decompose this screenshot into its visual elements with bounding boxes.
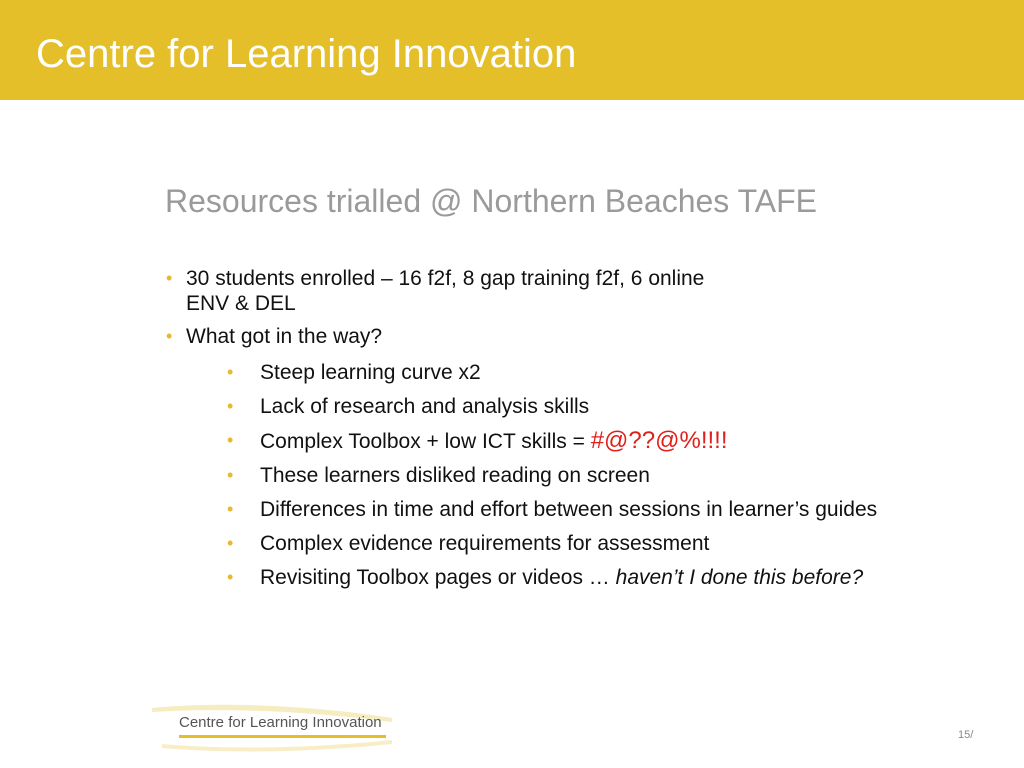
sub-bullet-item <box>165 565 955 590</box>
header-banner <box>0 0 1024 100</box>
footer-logo <box>152 700 392 754</box>
sub-bullet-item <box>165 428 955 454</box>
header-title: Centre for Learning Innovation <box>36 32 577 76</box>
highlight-symbols: #@??@%!!!! <box>590 427 728 454</box>
sub-bullet-item <box>165 531 955 556</box>
bullet-text-continued: ENV & DEL <box>186 292 296 315</box>
bullet-item <box>165 324 955 349</box>
footer-logo-text: Centre for Learning Innovation <box>179 714 382 731</box>
footer-logo-underline <box>179 735 386 738</box>
sub-bullet-text: Revisiting Toolbox pages or videos … <box>260 566 616 589</box>
sub-bullet-item <box>165 360 955 385</box>
slide-title: Resources trialled @ Northern Beaches TAFE <box>165 183 818 219</box>
bullet-icon: • <box>227 396 234 416</box>
bullet-item <box>165 266 955 316</box>
bullet-text: 30 students enrolled – 16 f2f, 8 gap training f2f, 6 online <box>186 267 705 290</box>
sub-bullet-text: These learners disliked reading on screen <box>260 464 650 487</box>
sub-bullet-text: Complex evidence requirements for assessment <box>260 532 710 555</box>
sub-bullet-text: Differences in time and effort between sessions in learner’s guides <box>260 498 878 521</box>
bullet-icon: • <box>166 326 173 346</box>
bullet-icon: • <box>166 268 173 288</box>
emphasis-text: haven’t I done this before? <box>615 566 864 589</box>
bullet-icon: • <box>227 567 234 587</box>
bullet-icon: • <box>227 430 234 450</box>
sub-bullet-text: Lack of research and analysis skills <box>260 395 590 418</box>
bullet-list <box>165 266 955 599</box>
bullet-icon: • <box>227 533 234 553</box>
sub-bullet-text: Complex Toolbox + low ICT skills = <box>260 430 591 453</box>
sub-bullet-item <box>165 463 955 488</box>
sub-bullet-text: Steep learning curve x2 <box>260 361 481 384</box>
bullet-icon: • <box>227 499 234 519</box>
sub-bullet-item <box>165 394 955 419</box>
bullet-icon: • <box>227 362 234 382</box>
bullet-text: What got in the way? <box>186 325 383 348</box>
page-number: 15/ <box>958 729 974 741</box>
bullet-icon: • <box>227 465 234 485</box>
sub-bullet-item <box>165 497 955 522</box>
